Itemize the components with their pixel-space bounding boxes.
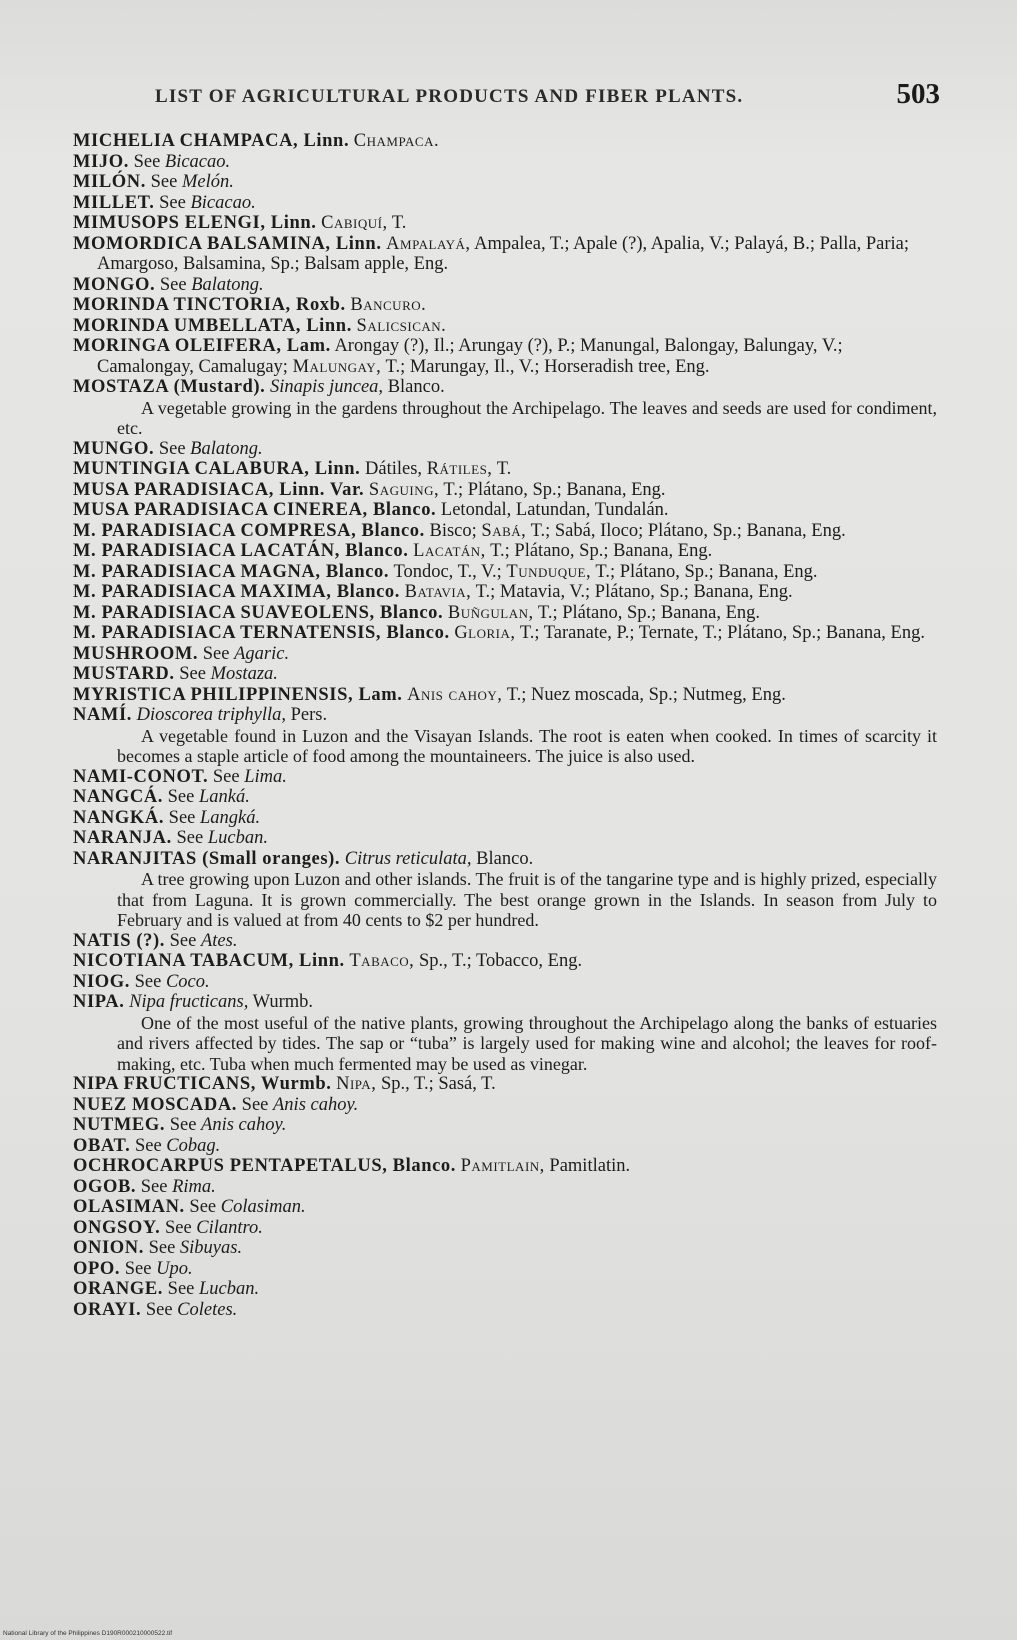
entry: [73, 1177, 937, 1198]
entry: [73, 562, 937, 583]
entry-text: T.; Plátano, Sp.; Banana, Eng.: [490, 541, 713, 561]
entry: [73, 623, 937, 644]
entry-text: See: [169, 1115, 197, 1135]
entry-vernacular: Lacatán,: [413, 541, 486, 561]
entry-vernacular: Malungay,: [292, 356, 382, 377]
entry: [73, 828, 937, 849]
entry-italic: Rima.: [172, 1176, 216, 1197]
entry-text: T.; Plátano, Sp.; Banana, Eng.: [537, 602, 761, 623]
entry-headword: NANGCÁ.: [73, 787, 164, 807]
entry: [73, 500, 937, 521]
entry: [73, 193, 937, 214]
entry-vernacular: Bancuro.: [350, 295, 427, 315]
entry-italic: Melón.: [181, 172, 234, 192]
entry-headword: NARANJITAS (Small oranges).: [73, 848, 341, 869]
entry-description: A vegetable growing in the gardens throughout the Archipelago. The leaves and seeds are used for condiment, etc.: [117, 397, 937, 438]
entry-headword: M. PARADISIACA COMPRESA, Blanco.: [73, 520, 425, 541]
entry: [73, 603, 937, 624]
entry-text: Letondal, Latundan, Tundalán.: [440, 500, 669, 520]
entry: [73, 1259, 937, 1280]
entry-text: See: [179, 664, 206, 684]
entry-headword: M. PARADISIACA LACATÁN, Blanco.: [73, 541, 409, 561]
entry-italic: Anis cahoy.: [273, 1094, 359, 1115]
entry-headword: OGOB.: [73, 1176, 137, 1197]
entry-text: See: [134, 1135, 162, 1156]
entry-vernacular: Tunduque,: [506, 561, 592, 582]
entry-headword: MUNGO.: [73, 438, 155, 459]
entry-text: T.; Matavia, V.; Plátano, Sp.; Banana, Eng.: [475, 582, 793, 602]
entry-text: See: [145, 1299, 173, 1320]
entry-headword: MUSHROOM.: [73, 643, 199, 664]
entry: [73, 152, 937, 173]
entry-headword: MILLET.: [73, 192, 155, 213]
entry-vernacular: Cabiquí,: [321, 213, 388, 233]
entry-vernacular: Batavia,: [404, 582, 472, 602]
entry: [73, 1279, 937, 1300]
entry-text: See: [167, 1279, 195, 1299]
entry-text: Pers.: [290, 705, 328, 725]
entry-headword: OCHROCARPUS PENTAPETALUS, Blanco.: [73, 1156, 456, 1176]
entry: [73, 1074, 937, 1095]
entry-italic: Coletes.: [177, 1299, 238, 1320]
entry: [73, 541, 937, 562]
entry-headword: MONGO.: [73, 274, 156, 295]
entry-headword: NAMI-CONOT.: [73, 766, 209, 787]
entry-text: Arongay (?), Il.; Arungay (?), P.; Manungal, Balongay, Balungay, V.; Camalongay, Camalugay;: [97, 336, 843, 377]
entry-headword: MOMORDICA BALSAMINA, Linn.: [73, 233, 382, 254]
entry-italic: Colasiman.: [220, 1197, 306, 1217]
entry-text: Sp., T.; Sasá, T.: [380, 1074, 496, 1094]
entry-italic: Anis cahoy.: [201, 1115, 287, 1135]
entry: [73, 992, 937, 1013]
entry: [73, 644, 937, 665]
entry-text: See: [164, 1217, 192, 1238]
entry-text: T.; Plátano, Sp.; Banana, Eng.: [443, 479, 666, 500]
entry-headword: NIOG.: [73, 971, 130, 992]
entry-headword: MORINDA UMBELLATA, Linn.: [73, 315, 352, 336]
entry: [73, 439, 937, 460]
entry-italic: Sinapis juncea,: [270, 377, 384, 397]
entry-headword: ORAYI.: [73, 1299, 142, 1320]
entry-italic: Balatong.: [191, 274, 264, 295]
entry: [73, 951, 937, 972]
entry-italic: Coco.: [165, 971, 210, 992]
entry-text: Blanco.: [387, 377, 445, 397]
entry-text: See: [176, 828, 204, 848]
entry: [73, 582, 937, 603]
entry: [73, 377, 937, 398]
entry: [73, 931, 937, 952]
entry-italic: Lucban.: [207, 828, 268, 848]
page-header: [155, 78, 940, 118]
entry-text: See: [133, 151, 161, 172]
entry-italic: Balatong.: [190, 438, 263, 459]
entry: [73, 295, 937, 316]
entry-italic: Dioscorea triphylla,: [136, 705, 286, 725]
entry: [73, 131, 937, 152]
entry-vernacular: Champaca.: [353, 131, 440, 151]
entry-italic: Upo.: [156, 1258, 193, 1279]
running-title: LIST OF AGRICULTURAL PRODUCTS AND FIBER PLANTS.: [155, 86, 744, 107]
entry-text: Tondoc, T., V.;: [393, 561, 502, 582]
entry: [73, 213, 937, 234]
entry-vernacular: Gloria,: [454, 623, 516, 643]
entry-vernacular: Sabá,: [481, 520, 527, 541]
page-number: 503: [896, 78, 940, 110]
entry-text: See: [169, 930, 197, 951]
entry-text: T.; Marungay, Il., V.; Horseradish tree, Eng.: [385, 356, 710, 377]
entry: [73, 849, 937, 870]
entry-description: One of the most useful of the native plants, growing throughout the Archipelago along the banks of estuaries and rivers affected by tides. The sap or “tuba” is largely used for making wine and alcohol; the leaves for roof-making, etc. Tuba when much fermented may be used as vinegar.: [117, 1012, 937, 1074]
entry-headword: MOSTAZA (Mustard).: [73, 377, 266, 397]
entry-text: Sp., T.; Tobacco, Eng.: [418, 951, 583, 971]
entry-text: See: [150, 172, 178, 192]
entry-text: See: [202, 643, 230, 664]
entry-text: Wurmb.: [252, 992, 314, 1012]
entry: [73, 459, 937, 480]
entry: [73, 767, 937, 788]
entry-vernacular: Nipa,: [336, 1074, 377, 1094]
entry-headword: M. PARADISIACA MAGNA, Blanco.: [73, 561, 390, 582]
entry-text: T.; Nuez moscada, Sp.; Nutmeg, Eng.: [506, 684, 786, 705]
entry-headword: M. PARADISIACA SUAVEOLENS, Blanco.: [73, 602, 444, 623]
entry-italic: Mostaza.: [210, 664, 278, 684]
entry-headword: MUNTINGIA CALABURA, Linn.: [73, 459, 361, 479]
entry-text: Bisco;: [429, 520, 477, 541]
entry-headword: OLASIMAN.: [73, 1197, 185, 1217]
entry-list: [73, 131, 937, 1320]
entry-text: See: [168, 807, 196, 828]
entry: [73, 787, 937, 808]
entry-text: T.: [391, 213, 407, 233]
entry-text: See: [159, 274, 187, 295]
entry-italic: Sibuyas.: [179, 1238, 243, 1258]
entry-italic: Ates.: [200, 930, 238, 951]
entry: [73, 316, 937, 337]
entry-text: See: [140, 1176, 168, 1197]
entry-headword: NATIS (?).: [73, 930, 165, 951]
entry: [73, 172, 937, 193]
entry-headword: M. PARADISIACA TERNATENSIS, Blanco.: [73, 623, 450, 643]
entry-text: T.: [496, 459, 512, 479]
entry-headword: MORINGA OLEIFERA, Lam.: [73, 336, 331, 356]
entry-italic: Citrus reticulata,: [344, 848, 472, 869]
entry-headword: M. PARADISIACA MAXIMA, Blanco.: [73, 582, 401, 602]
entry-headword: ORANGE.: [73, 1279, 164, 1299]
entry-italic: Lucban.: [199, 1279, 260, 1299]
entry-headword: NICOTIANA TABACUM, Linn.: [73, 951, 345, 971]
entry-headword: MIJO.: [73, 151, 129, 172]
entry: [73, 1115, 937, 1136]
scan-footer: National Library of the Philippines D190R000210000522.tif: [3, 1630, 173, 1637]
entry-text: See: [159, 192, 186, 213]
entry-italic: Agaric.: [234, 643, 290, 664]
entry-headword: NAMÍ.: [73, 705, 133, 725]
entry-text: See: [212, 766, 240, 787]
entry-headword: NUTMEG.: [73, 1115, 166, 1135]
entry: [73, 521, 937, 542]
entry-text: Dátiles,: [365, 459, 423, 479]
entry-text: See: [134, 971, 162, 992]
entry-italic: Bicacao.: [190, 192, 256, 213]
entry-text: See: [148, 1238, 176, 1258]
entry-vernacular: Ampalayá,: [386, 233, 471, 254]
entry: [73, 336, 937, 377]
entry-italic: Nipa fructicans,: [129, 992, 249, 1012]
entry-vernacular: Saguing,: [368, 479, 440, 500]
entry: [73, 275, 937, 296]
entry: [73, 1156, 937, 1177]
entry-italic: Lima.: [244, 766, 287, 787]
entry-headword: MIMUSOPS ELENGI, Linn.: [73, 213, 317, 233]
entry-headword: MILÓN.: [73, 172, 146, 192]
entry-text: T.; Taranate, P.; Ternate, T.; Plátano, Sp.; Banana, Eng.: [519, 623, 925, 643]
entry: [73, 808, 937, 829]
entry: [73, 685, 937, 706]
entry-text: See: [124, 1258, 152, 1279]
entry-headword: OBAT.: [73, 1135, 131, 1156]
entry-text: See: [167, 787, 195, 807]
entry-description: A tree growing upon Luzon and other islands. The fruit is of the tangarine type and is highly prized, especially that from Laguna. It is grown commercially. The best orange grown in the Islands. In season from July to February and is valued at from 40 cents to $2 per hundred.: [117, 869, 937, 930]
entry: [73, 1238, 937, 1259]
entry-italic: Cilantro.: [196, 1217, 263, 1238]
entry: [73, 1300, 937, 1321]
entry-text: Pamitlatin.: [549, 1156, 631, 1176]
entry-headword: ONGSOY.: [73, 1217, 161, 1238]
entry-headword: NANGKÁ.: [73, 807, 165, 828]
entry: [73, 1218, 937, 1239]
entry-italic: Bicacao.: [164, 151, 231, 172]
entry-vernacular: Tabaco,: [349, 951, 415, 971]
entry: [73, 664, 937, 685]
entry-vernacular: Buñgulan,: [447, 602, 534, 623]
entry-text: Ampalea, T.; Apale (?), Apalia, V.; Palayá, B.; Palla, Paria; Amargoso, Balsamina, Sp.; Balsam apple, Eng.: [97, 233, 909, 274]
entry-headword: ONION.: [73, 1238, 144, 1258]
entry-headword: OPO.: [73, 1258, 121, 1279]
entry-italic: Lanká.: [198, 787, 250, 807]
entry-headword: NIPA FRUCTICANS, Wurmb.: [73, 1074, 332, 1094]
entry-italic: Cobag.: [166, 1135, 221, 1156]
entry-italic: Langká.: [200, 807, 261, 828]
entry-text: Blanco.: [476, 848, 534, 869]
entry-vernacular: Pamitlain,: [460, 1156, 545, 1176]
entry: [73, 1197, 937, 1218]
entry-text: T.; Plátano, Sp.; Banana, Eng.: [595, 561, 818, 582]
entry-headword: MUSA PARADISIACA, Linn. Var.: [73, 479, 365, 500]
entry: [73, 972, 937, 993]
entry-headword: NIPA.: [73, 992, 125, 1012]
entry-headword: NARANJA.: [73, 828, 172, 848]
entry-headword: MORINDA TINCTORIA, Roxb.: [73, 295, 346, 315]
entry-vernacular: Anis cahoy,: [407, 684, 503, 705]
entry: [73, 1095, 937, 1116]
entry-headword: MUSA PARADISIACA CINEREA, Blanco.: [73, 500, 437, 520]
entry-vernacular: Rátiles,: [426, 459, 493, 479]
entry: [73, 234, 937, 275]
entry-description: A vegetable found in Luzon and the Visayan Islands. The root is eaten when cooked. In times of scarcity it becomes a staple article of food among the mountaineers. The juice is also used.: [117, 725, 937, 766]
entry-text: See: [189, 1197, 217, 1217]
entry: [73, 480, 937, 501]
entry-text: See: [241, 1094, 269, 1115]
entry-headword: MICHELIA CHAMPACA, Linn.: [73, 131, 350, 151]
entry-headword: NUEZ MOSCADA.: [73, 1094, 238, 1115]
entry: [73, 1136, 937, 1157]
entry-text: See: [158, 438, 186, 459]
entry: [73, 705, 937, 726]
entry-vernacular: Salicsican.: [356, 315, 447, 336]
entry-headword: MYRISTICA PHILIPPINENSIS, Lam.: [73, 684, 403, 705]
entry-headword: MUSTARD.: [73, 664, 175, 684]
entry-text: T.; Sabá, Iloco; Plátano, Sp.; Banana, Eng.: [530, 520, 846, 541]
